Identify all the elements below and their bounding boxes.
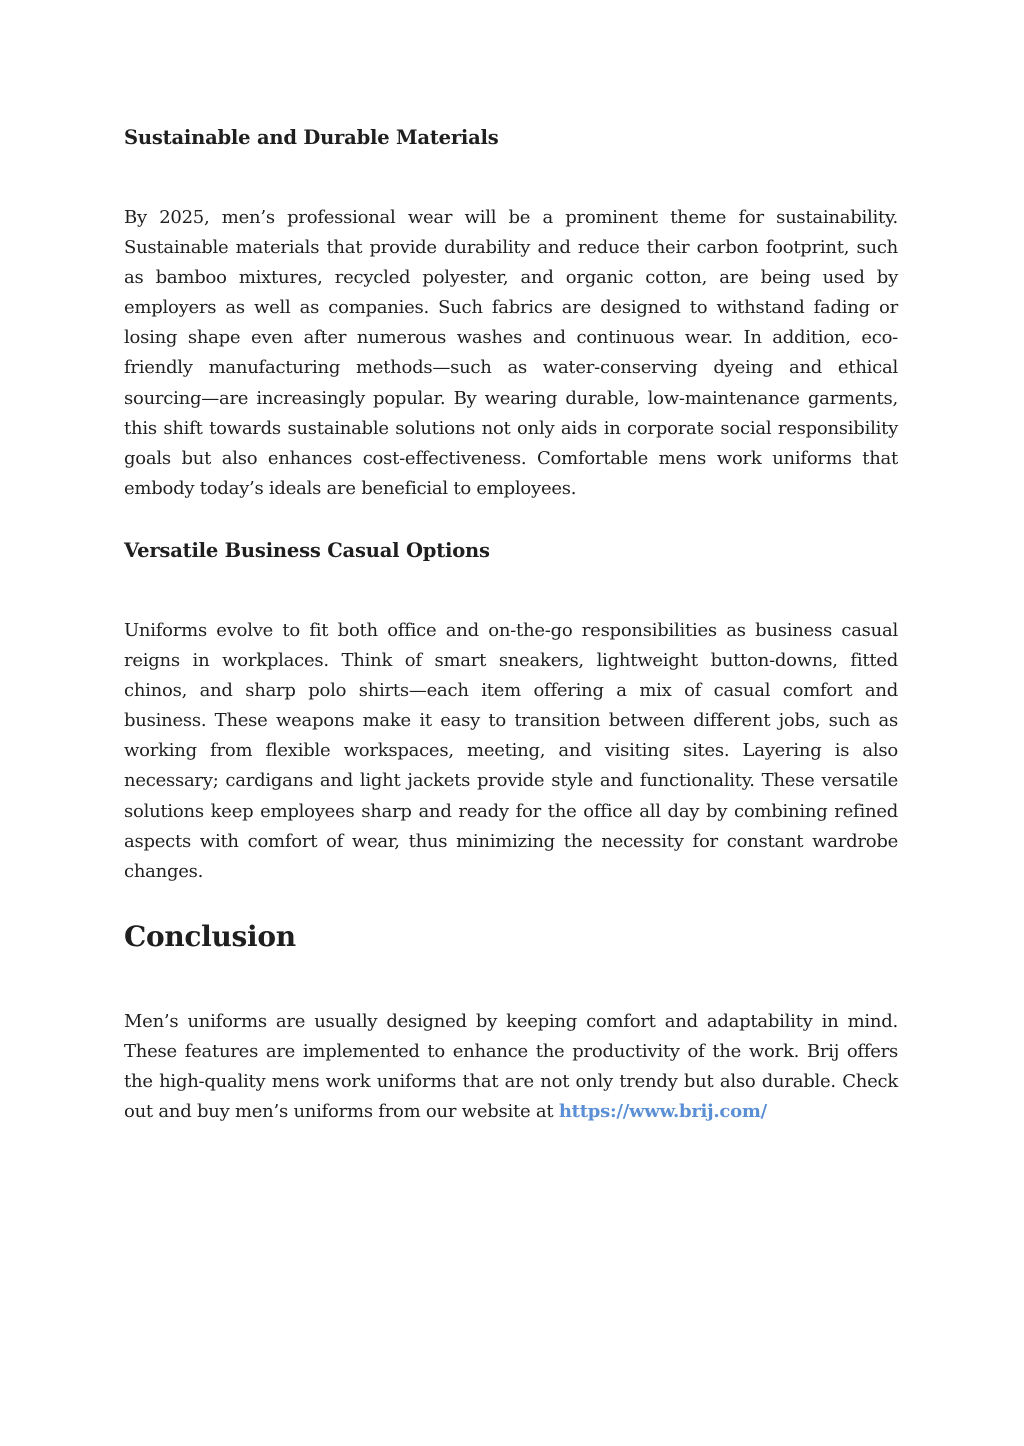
conclusion-text: Men’s uniforms are usually designed by keeping comfort and adaptability in mind. These features are implemented to enhance the productivity of the work. Brij offers the high-quality mens work uniforms that are not only trendy but also durable. Check out and buy men’s uniforms from our website at [124,1010,898,1123]
paragraph-conclusion [124,1007,898,1127]
section-heading-business-casual: Versatile Business Casual Options [124,538,490,562]
paragraph-business-casual: Uniforms evolve to fit both office and on-the-go responsibilities as business casual reigns in workplaces. Think of smart sneakers, lightweight button-downs, fitted chinos, and sharp polo shirts—each item offering a mix of casual comfort and business. These weapons make it easy to transition between different jobs, such as working from flexible workspaces, meeting, and visiting sites. Layering is also necessary; cardigans and light jackets provide style and functionality. These versatile solutions keep employees sharp and ready for the office all day by combining refined aspects with comfort of wear, thus minimizing the necessity for constant wardrobe changes. [124,619,898,882]
document-page [124,120,898,1127]
website-link[interactable]: https://www.brij.com/ [558,1101,768,1123]
paragraph-sustainable-materials: By 2025, men’s professional wear will be a prominent theme for sustainability. Sustainable materials that provide durability and reduce their carbon footprint, such as bamboo mixtures, recycled polyester, and organic cotton, are being used by employers as well as companies. Such fabrics are designed to withstand fading or losing shape even after numerous washes and continuous wear. In addition, eco-friendly manufacturing methods—such as water-conserving dyeing and ethical sourcing—are increasingly popular. By wearing durable, low-maintenance garments, this shift towards sustainable solutions not only aids in corporate social responsibility goals but also enhances cost-effectiveness. Comfortable mens work uniforms that embody today’s ideals are beneficial to employees. [124,207,898,499]
section-heading-conclusion: Conclusion [124,919,296,953]
section-heading-sustainable-materials: Sustainable and Durable Materials [124,126,499,149]
